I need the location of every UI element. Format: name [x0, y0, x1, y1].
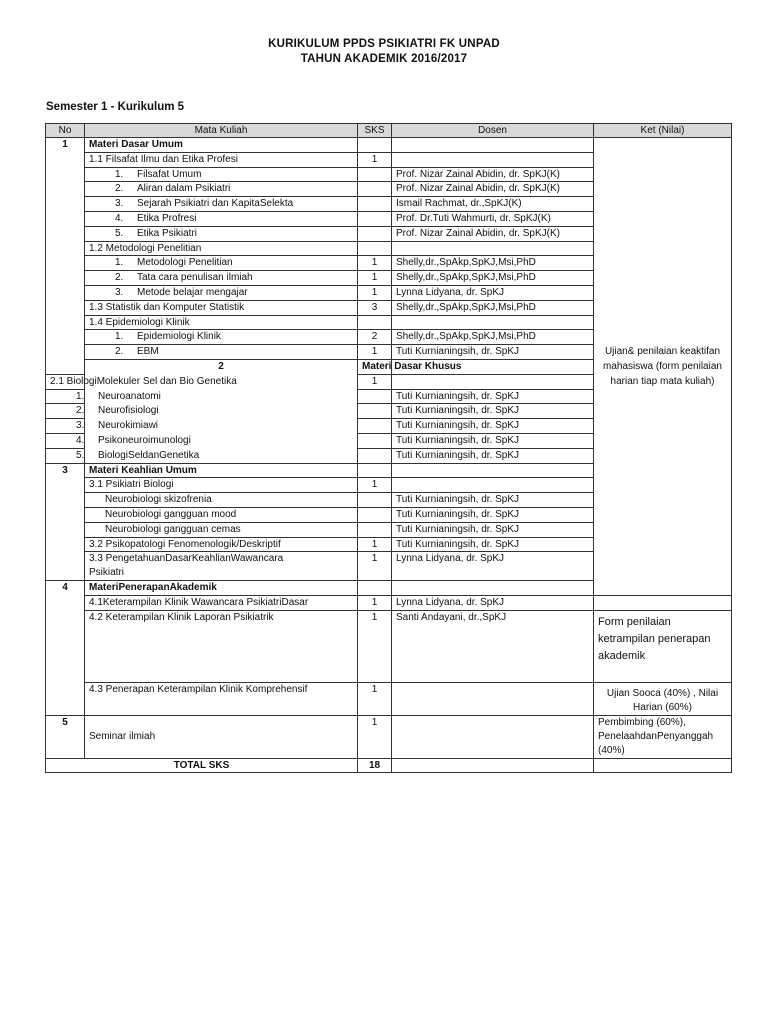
sks-cell: 1 [358, 610, 392, 682]
course-name: Neurofisiologi [98, 405, 159, 417]
sks-cell: 2 [358, 330, 392, 345]
ket-penilaian: Ujian& penilaian keaktifan mahasiswa (form penilaian harian tiap mata kuliah) [594, 138, 732, 596]
course-cell: 1.2 Metodologi Penelitian [85, 241, 358, 256]
course-cell: 4.3 Penerapan Keterampilan Klinik Komprehensif [85, 682, 358, 715]
sks-cell: 1 [358, 715, 392, 758]
lecturer-cell: Lynna Lidyana, dr. SpKJ [392, 552, 594, 581]
lecturer-cell: Shelly,dr.,SpAkp,SpKJ,Msi,PhD [392, 271, 594, 286]
curriculum-table [45, 123, 732, 773]
lecturer-cell: Ismail Rachmat, dr.,SpKJ(K) [392, 197, 594, 212]
sks-cell: 3 [358, 300, 392, 315]
course-cell: Neurobiologi gangguan cemas [85, 522, 358, 537]
course-cell: 1.3 Statistik dan Komputer Statistik [85, 300, 358, 315]
section-number: 3 [46, 463, 85, 580]
course-cell [46, 433, 191, 448]
course-cell: 3.1 Psikiatri Biologi [85, 478, 358, 493]
course-name: Sejarah Psikiatri dan KapitaSelekta [137, 198, 294, 210]
course-cell [46, 404, 159, 419]
ket-seminar: Pembimbing (60%), PenelaahdanPenyanggah (40%) [594, 715, 732, 758]
sks-cell: 1 [358, 374, 392, 389]
item-number: 4. [115, 212, 124, 224]
lecturer-cell: Santi Andayani, dr.,SpKJ [392, 610, 594, 682]
course-cell: 4.1Keterampilan Klinik Wawancara PsikiatriDasar [85, 595, 358, 610]
table-header-row [46, 124, 732, 138]
course-name: Tata cara penulisan ilmiah [137, 272, 253, 284]
document-title: KURIKULUM PPDS PSIKIATRI FK UNPAD [268, 38, 500, 50]
section-number: 5 [46, 715, 85, 758]
lecturer-cell: Tuti Kurnianingsih, dr. SpKJ [392, 345, 594, 360]
lecturer-cell: Tuti Kurnianingsih, dr. SpKJ [392, 522, 594, 537]
item-number: 2. [76, 405, 85, 417]
item-number: 2. [115, 272, 124, 284]
item-number: 1. [115, 257, 124, 269]
sks-cell: 1 [358, 682, 392, 715]
item-number: 5. [76, 449, 85, 461]
course-cell [85, 345, 358, 360]
course-cell: Neurobiologi skizofrenia [85, 493, 358, 508]
course-cell [46, 448, 200, 463]
course-cell [85, 285, 358, 300]
sks-cell: 1 [358, 537, 392, 552]
course-name: Psikoneuroimunologi [98, 434, 191, 446]
course-cell: 3.3 PengetahuanDasarKeahlianWawancara Psikiatri [85, 552, 358, 581]
item-number: 2. [115, 183, 124, 195]
item-number: 5. [115, 227, 124, 239]
header-mata-kuliah: Mata Kuliah [85, 124, 358, 138]
header-ket: Ket (Nilai) [594, 124, 732, 138]
table-row [46, 610, 732, 682]
lecturer-cell: Lynna Lidyana, dr. SpKJ [392, 595, 594, 610]
lecturer-cell: Shelly,dr.,SpAkp,SpKJ,Msi,PhD [392, 300, 594, 315]
course-cell [85, 197, 358, 212]
course-cell: 1.1 Filsafat Ilmu dan Etika Profesi [85, 152, 358, 167]
course-cell [85, 167, 358, 182]
course-cell [85, 226, 358, 241]
table-row [46, 715, 732, 758]
lecturer-cell: Tuti Kurnianingsih, dr. SpKJ [392, 433, 594, 448]
lecturer-cell: Tuti Kurnianingsih, dr. SpKJ [392, 389, 594, 404]
lecturer-cell: Shelly,dr.,SpAkp,SpKJ,Msi,PhD [392, 330, 594, 345]
course-name: Metodologi Penelitian [137, 257, 233, 269]
section-title: Materi Dasar Khusus [358, 359, 392, 374]
course-name: Neuroanatomi [98, 390, 161, 402]
header-no: No [46, 124, 85, 138]
section-title: Materi Keahlian Umum [85, 463, 358, 478]
course-name: Etika Psikiatri [137, 227, 198, 239]
lecturer-cell: Tuti Kurnianingsih, dr. SpKJ [392, 404, 594, 419]
sks-cell: 1 [358, 256, 392, 271]
semester-heading: Semester 1 - Kurikulum 5 [46, 101, 185, 113]
sks-cell: 1 [358, 285, 392, 300]
course-cell: Seminar ilmiah [85, 715, 358, 758]
item-number: 3. [76, 420, 85, 432]
table-row [46, 138, 732, 153]
lecturer-cell: Tuti Kurnianingsih, dr. SpKJ [392, 537, 594, 552]
course-cell [85, 271, 358, 286]
lecturer-cell: Prof. Dr.Tuti Wahmurti, dr. SpKJ(K) [392, 211, 594, 226]
course-name: Aliran dalam Psikiatri [137, 183, 231, 195]
sks-cell: 1 [358, 152, 392, 167]
section-number: 1 [46, 138, 85, 375]
course-cell: 4.2 Keterampilan Klinik Laporan Psikiatrik [85, 610, 358, 682]
section-number: 4 [46, 580, 85, 715]
course-name: BiologiSeldanGenetika [98, 449, 200, 461]
header-dosen: Dosen [392, 124, 594, 138]
item-number: 4. [76, 434, 85, 446]
table-row [46, 682, 732, 715]
lecturer-cell: Shelly,dr.,SpAkp,SpKJ,Msi,PhD [392, 256, 594, 271]
item-number: 1. [76, 390, 85, 402]
course-name: Epidemiologi Klinik [137, 331, 221, 343]
sks-cell: 1 [358, 345, 392, 360]
item-number: 2. [115, 346, 124, 358]
course-cell [85, 211, 358, 226]
lecturer-cell: Tuti Kurnianingsih, dr. SpKJ [392, 448, 594, 463]
course-cell [46, 389, 161, 404]
table-row [46, 595, 732, 610]
course-cell: 2.1 BiologiMolekuler Sel dan Bio Genetika [46, 374, 85, 389]
sks-cell: 1 [358, 552, 392, 581]
section-title: Materi Dasar Umum [85, 138, 358, 153]
course-cell [85, 330, 358, 345]
lecturer-cell: Prof. Nizar Zainal Abidin, dr. SpKJ(K) [392, 182, 594, 197]
course-cell: 1.4 Epidemiologi Klinik [85, 315, 358, 330]
total-sks: 18 [358, 758, 392, 773]
course-cell: Neurobiologi gangguan mood [85, 507, 358, 522]
header-sks: SKS [358, 124, 392, 138]
lecturer-cell: Prof. Nizar Zainal Abidin, dr. SpKJ(K) [392, 167, 594, 182]
lecturer-cell: Tuti Kurnianingsih, dr. SpKJ [392, 419, 594, 434]
item-number: 3. [115, 198, 124, 210]
ket-ujian-sooca: Ujian Sooca (40%) , Nilai Harian (60%) [594, 682, 732, 715]
lecturer-cell: Prof. Nizar Zainal Abidin, dr. SpKJ(K) [392, 226, 594, 241]
course-name: Filsafat Umum [137, 168, 202, 180]
course-name: Etika Profresi [137, 212, 197, 224]
item-number: 1. [115, 168, 124, 180]
section-number: 2 [85, 359, 358, 463]
section-title: MateriPenerapanAkademik [85, 580, 358, 595]
sks-cell: 1 [358, 271, 392, 286]
course-name: Metode belajar mengajar [137, 286, 248, 298]
lecturer-cell: Tuti Kurnianingsih, dr. SpKJ [392, 493, 594, 508]
course-cell [46, 419, 159, 434]
course-cell [85, 182, 358, 197]
total-label: TOTAL SKS [46, 758, 358, 773]
ket-form-penilaian: Form penilaian ketrampilan penerapan akademik [594, 610, 732, 682]
item-number: 3. [115, 286, 124, 298]
lecturer-cell: Lynna Lidyana, dr. SpKJ [392, 285, 594, 300]
course-cell: 3.2 Psikopatologi Fenomenologik/Deskriptif [85, 537, 358, 552]
lecturer-cell: Tuti Kurnianingsih, dr. SpKJ [392, 507, 594, 522]
sks-cell: 1 [358, 478, 392, 493]
sks-cell: 1 [358, 595, 392, 610]
total-row [46, 758, 732, 773]
document-subtitle: TAHUN AKADEMIK 2016/2017 [300, 53, 468, 65]
course-cell [85, 256, 358, 271]
course-name: EBM [137, 346, 159, 358]
item-number: 1. [115, 331, 124, 343]
course-name: Neurokimiawi [98, 420, 159, 432]
